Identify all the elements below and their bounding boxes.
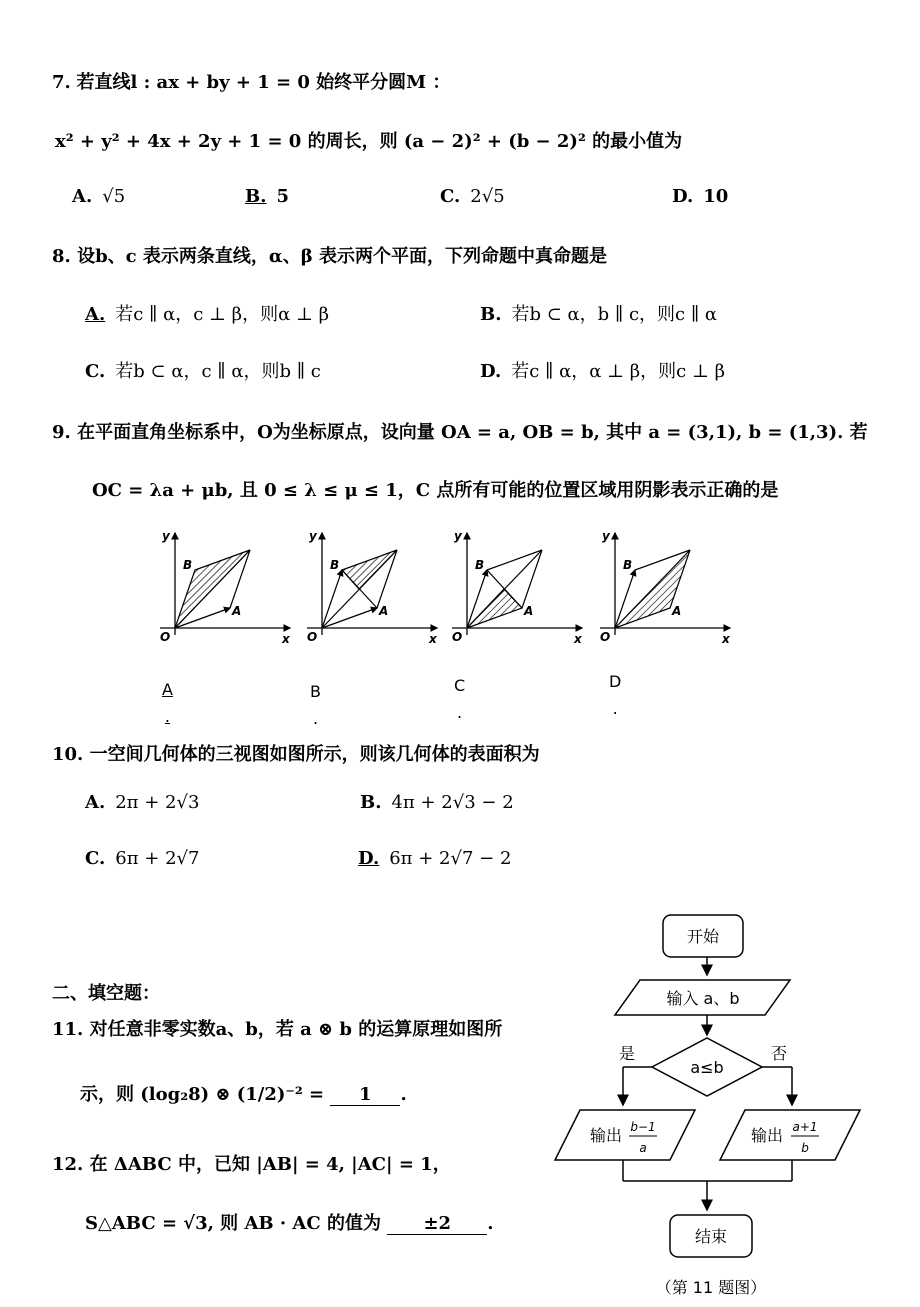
q10-stem: 10. 一空间几何体的三视图如图所示，则该几何体的表面积为 bbox=[52, 744, 540, 765]
svg-text:A: A bbox=[672, 604, 682, 618]
section2-title: 二、填空题： bbox=[52, 983, 160, 1004]
q8-option-c: C. 若b ⊂ α，c ∥ α，则b ∥ c bbox=[85, 361, 321, 382]
flowchart bbox=[545, 905, 875, 1305]
svg-text:A: A bbox=[232, 604, 242, 618]
flowchart-output-right bbox=[720, 1110, 860, 1160]
svg-text:A: A bbox=[379, 604, 389, 618]
q12-line1: 12. 在 ΔABC 中，已知 |AB| = 4, |AC| = 1， bbox=[52, 1154, 451, 1175]
q10-option-a: A. 2π + 2√3 bbox=[85, 792, 200, 813]
q9-choice-b: B . bbox=[310, 682, 321, 728]
q11-answer-blank: 1 bbox=[330, 1084, 400, 1106]
flowchart-start-label: 开始 bbox=[686, 927, 720, 946]
q10-option-b: B. 4π + 2√3 − 2 bbox=[360, 792, 514, 813]
flowchart-condition-label: a≤b bbox=[690, 1058, 724, 1077]
q7-option-a: A. √5 bbox=[72, 186, 126, 207]
q10-option-c: C. 6π + 2√7 bbox=[85, 848, 200, 869]
svg-text:x: x bbox=[722, 632, 730, 646]
svg-text:x: x bbox=[429, 632, 437, 646]
q8-option-a: A. 若c ∥ α，c ⊥ β，则α ⊥ β bbox=[85, 304, 330, 325]
svg-text:b: b bbox=[801, 1141, 809, 1155]
svg-text:B: B bbox=[475, 558, 485, 572]
svg-text:B: B bbox=[623, 558, 633, 572]
q9-graph-a bbox=[160, 529, 291, 646]
q8-option-b: B. 若b ⊂ α，b ∥ c，则c ∥ α bbox=[480, 304, 718, 325]
q11-line2: 示，则 (log₂8) ⊗ (1/2)⁻² = 1 . bbox=[80, 1084, 407, 1105]
q9-line2: OC = λa + μb, 且 0 ≤ λ ≤ μ ≤ 1，C 点所有可能的位置区域用阴影表示正确的是 bbox=[92, 480, 779, 501]
svg-text:x: x bbox=[282, 632, 290, 646]
q7-option-c: C. 2√5 bbox=[440, 186, 505, 207]
svg-text:A: A bbox=[524, 604, 534, 618]
flowchart-end-label: 结束 bbox=[694, 1227, 728, 1246]
svg-text:O: O bbox=[600, 630, 611, 644]
q7-number: 7. bbox=[52, 72, 71, 93]
flowchart-yes-label: 是 bbox=[618, 1044, 636, 1063]
svg-text:y: y bbox=[454, 529, 462, 543]
svg-text:b−1: b−1 bbox=[630, 1120, 656, 1134]
svg-text:O: O bbox=[307, 630, 318, 644]
q7-line2: x² + y² + 4x + 2y + 1 = 0 的周长，则 (a − 2)² + (b − 2)² 的最小值为 bbox=[55, 131, 683, 152]
svg-text:输出: 输出 bbox=[590, 1126, 623, 1145]
flowchart-input-label: 输入 a、b bbox=[666, 989, 740, 1008]
svg-text:y: y bbox=[602, 529, 610, 543]
q12-line2: S△ABC = √3, 则 AB · AC 的值为 ±2 . bbox=[85, 1213, 494, 1234]
q9-graph-c bbox=[452, 529, 583, 646]
q12-answer-blank: ±2 bbox=[387, 1213, 487, 1235]
flowchart-caption: （第 11 题图） bbox=[655, 1278, 767, 1297]
flowchart-output-left bbox=[555, 1110, 695, 1160]
q7-line1 bbox=[52, 68, 450, 94]
q7-stem: 若直线l : ax + by + 1 = 0 始终平分圆M ： bbox=[76, 72, 451, 93]
q9-choice-c: C . bbox=[454, 676, 466, 722]
svg-text:y: y bbox=[162, 529, 170, 543]
q9-graph-b bbox=[307, 529, 438, 646]
flowchart-no-label: 否 bbox=[770, 1044, 788, 1063]
svg-text:a: a bbox=[639, 1141, 647, 1155]
q10-option-d: D. 6π + 2√7 − 2 bbox=[358, 848, 512, 869]
q9-line1: 9. 在平面直角坐标系中，O为坐标原点，设向量 OA = a, OB = b, 其中 a = (3,1), b = (1,3). 若 bbox=[52, 422, 868, 443]
q9-choice-a: A . bbox=[162, 680, 173, 726]
q7-option-d: D. 10 bbox=[672, 186, 729, 207]
q8-stem: 8. 设b、c 表示两条直线，α、β 表示两个平面，下列命题中真命题是 bbox=[52, 246, 607, 267]
q7-option-b: B. 5 bbox=[245, 186, 290, 207]
svg-text:a+1: a+1 bbox=[792, 1120, 818, 1134]
q9-choice-d: D . bbox=[609, 672, 622, 718]
svg-text:O: O bbox=[160, 630, 171, 644]
q9-figures bbox=[150, 525, 740, 665]
svg-text:B: B bbox=[183, 558, 193, 572]
svg-text:y: y bbox=[309, 529, 317, 543]
q8-option-d: D. 若c ∥ α，α ⊥ β，则c ⊥ β bbox=[480, 361, 726, 382]
svg-text:输出: 输出 bbox=[751, 1126, 784, 1145]
q11-line1: 11. 对任意非零实数a、b，若 a ⊗ b 的运算原理如图所 bbox=[52, 1019, 503, 1040]
svg-text:B: B bbox=[330, 558, 340, 572]
q9-graph-d bbox=[600, 529, 731, 646]
svg-text:x: x bbox=[574, 632, 582, 646]
svg-text:O: O bbox=[452, 630, 463, 644]
